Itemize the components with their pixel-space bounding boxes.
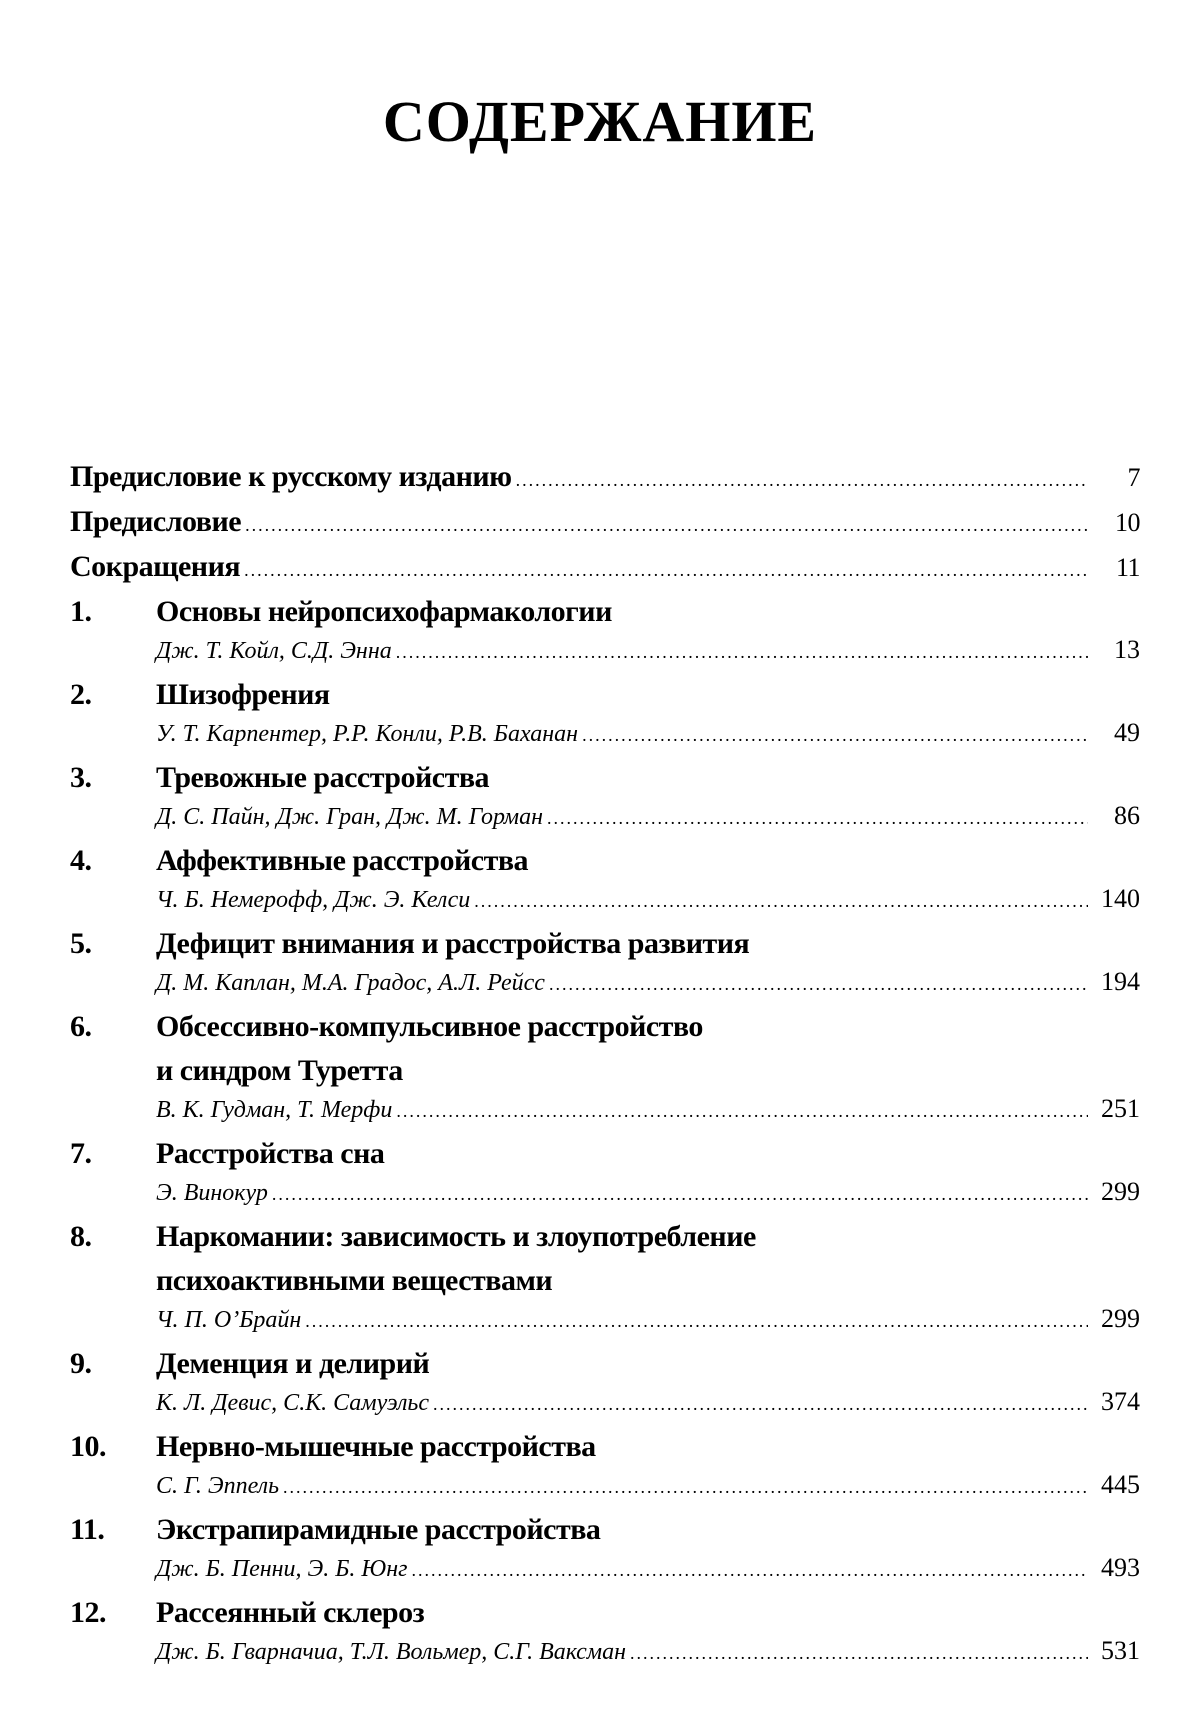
dot-leader <box>305 1311 1088 1332</box>
chapter-entry[interactable] <box>70 927 1140 1010</box>
dot-leader <box>244 560 1088 581</box>
chapter-title: Деменция и делирий <box>156 1347 430 1380</box>
chapter-title: Шизофрения <box>156 678 330 711</box>
front-matter-entry[interactable] <box>70 505 1140 550</box>
chapter-entry[interactable] <box>70 678 1140 761</box>
chapter-number: 11. <box>70 1513 105 1546</box>
chapter-title-continuation: и синдром Туретта <box>156 1054 403 1087</box>
page-title: СОДЕРЖАНИЕ <box>382 89 818 154</box>
front-matter-list <box>70 460 1140 595</box>
chapter-entry[interactable] <box>70 1596 1140 1679</box>
dot-leader <box>630 1643 1088 1664</box>
chapter-number: 3. <box>70 761 92 794</box>
dot-leader <box>245 515 1088 536</box>
page-number: 493 <box>1101 1553 1140 1582</box>
dot-leader <box>396 1101 1088 1122</box>
chapter-list <box>70 595 1140 1679</box>
chapter-title: Дефицит внимания и расстройства развития <box>156 927 750 960</box>
chapter-number: 5. <box>70 927 92 960</box>
page-number: 7 <box>1127 463 1140 492</box>
chapter-entry[interactable] <box>70 595 1140 678</box>
page-number: 13 <box>1114 635 1140 664</box>
chapter-entry[interactable] <box>70 1347 1140 1430</box>
dot-leader <box>549 974 1088 995</box>
chapter-authors: В. К. Гудман, Т. Мерфи <box>156 1097 393 1123</box>
dot-leader <box>272 1184 1088 1205</box>
page-number: 10 <box>1115 508 1140 537</box>
chapter-number: 7. <box>70 1137 92 1170</box>
page-number: 531 <box>1101 1636 1140 1665</box>
page-number: 194 <box>1101 967 1140 996</box>
chapter-title: Экстрапирамидные расстройства <box>156 1513 601 1546</box>
dot-leader <box>547 808 1088 829</box>
entry-label: Предисловие к русскому изданию <box>70 460 512 493</box>
dot-leader <box>516 470 1088 491</box>
chapter-authors: Дж. Т. Койл, С.Д. Энна <box>156 638 392 664</box>
chapter-number: 12. <box>70 1596 106 1629</box>
dot-leader <box>411 1560 1088 1581</box>
chapter-title-continuation: психоактивными веществами <box>156 1264 553 1297</box>
page-number: 251 <box>1101 1094 1140 1123</box>
chapter-number: 10. <box>70 1430 106 1463</box>
chapter-number: 9. <box>70 1347 92 1380</box>
page-number: 299 <box>1101 1304 1140 1333</box>
chapter-title: Аффективные расстройства <box>156 844 529 877</box>
chapter-entry[interactable] <box>70 1513 1140 1596</box>
chapter-entry[interactable] <box>70 844 1140 927</box>
chapter-authors: У. Т. Карпентер, Р.Р. Конли, Р.В. Баханан <box>156 721 579 747</box>
dot-leader <box>396 642 1088 663</box>
chapter-authors: С. Г. Эппель <box>156 1473 280 1499</box>
chapter-entry[interactable] <box>70 1010 1140 1137</box>
entry-label: Сокращения <box>70 550 241 583</box>
chapter-title: Наркомании: зависимость и злоупотребление <box>156 1220 756 1253</box>
front-matter-entry[interactable] <box>70 550 1140 595</box>
chapter-authors: К. Л. Девис, С.К. Самуэльс <box>156 1390 429 1416</box>
chapter-title: Нервно-мышечные расстройства <box>156 1430 596 1463</box>
chapter-title: Расстройства сна <box>156 1137 385 1170</box>
entry-label: Предисловие <box>70 505 242 538</box>
chapter-title: Основы нейропсихофармакологии <box>156 595 612 628</box>
chapter-title: Рассеянный склероз <box>156 1596 425 1629</box>
chapter-title: Обсессивно-компульсивное расстройство <box>156 1010 703 1043</box>
chapter-entry[interactable] <box>70 761 1140 844</box>
dot-leader <box>474 891 1088 912</box>
page-number: 49 <box>1114 718 1140 747</box>
page-number: 11 <box>1115 553 1140 582</box>
chapter-number: 6. <box>70 1010 92 1043</box>
page-number: 299 <box>1101 1177 1140 1206</box>
chapter-number: 2. <box>70 678 92 711</box>
chapter-authors: Э. Винокур <box>156 1180 268 1206</box>
chapter-entry[interactable] <box>70 1430 1140 1513</box>
page-number: 86 <box>1114 801 1140 830</box>
chapter-number: 8. <box>70 1220 92 1253</box>
dot-leader <box>582 725 1088 746</box>
page-number: 140 <box>1101 884 1140 913</box>
chapter-entry[interactable] <box>70 1137 1140 1220</box>
chapter-authors: Д. С. Пайн, Дж. Гран, Дж. М. Горман <box>156 804 544 830</box>
page-number: 374 <box>1101 1387 1140 1416</box>
dot-leader <box>433 1394 1088 1415</box>
chapter-authors: Дж. Б. Пенни, Э. Б. Юнг <box>156 1556 408 1582</box>
front-matter-entry[interactable] <box>70 460 1140 505</box>
page-number: 445 <box>1101 1470 1140 1499</box>
table-of-contents <box>70 460 1140 1679</box>
chapter-authors: Ч. П. О’Брайн <box>156 1307 302 1333</box>
dot-leader <box>283 1477 1088 1498</box>
chapter-authors: Ч. Б. Немерофф, Дж. Э. Келси <box>156 887 471 913</box>
chapter-number: 4. <box>70 844 92 877</box>
chapter-authors: Д. М. Каплан, М.А. Градос, А.Л. Рейсс <box>156 970 545 996</box>
chapter-entry[interactable] <box>70 1220 1140 1347</box>
chapter-number: 1. <box>70 595 92 628</box>
chapter-authors: Дж. Б. Гварначиа, Т.Л. Вольмер, С.Г. Ваксман <box>156 1639 626 1665</box>
chapter-title: Тревожные расстройства <box>156 761 490 794</box>
